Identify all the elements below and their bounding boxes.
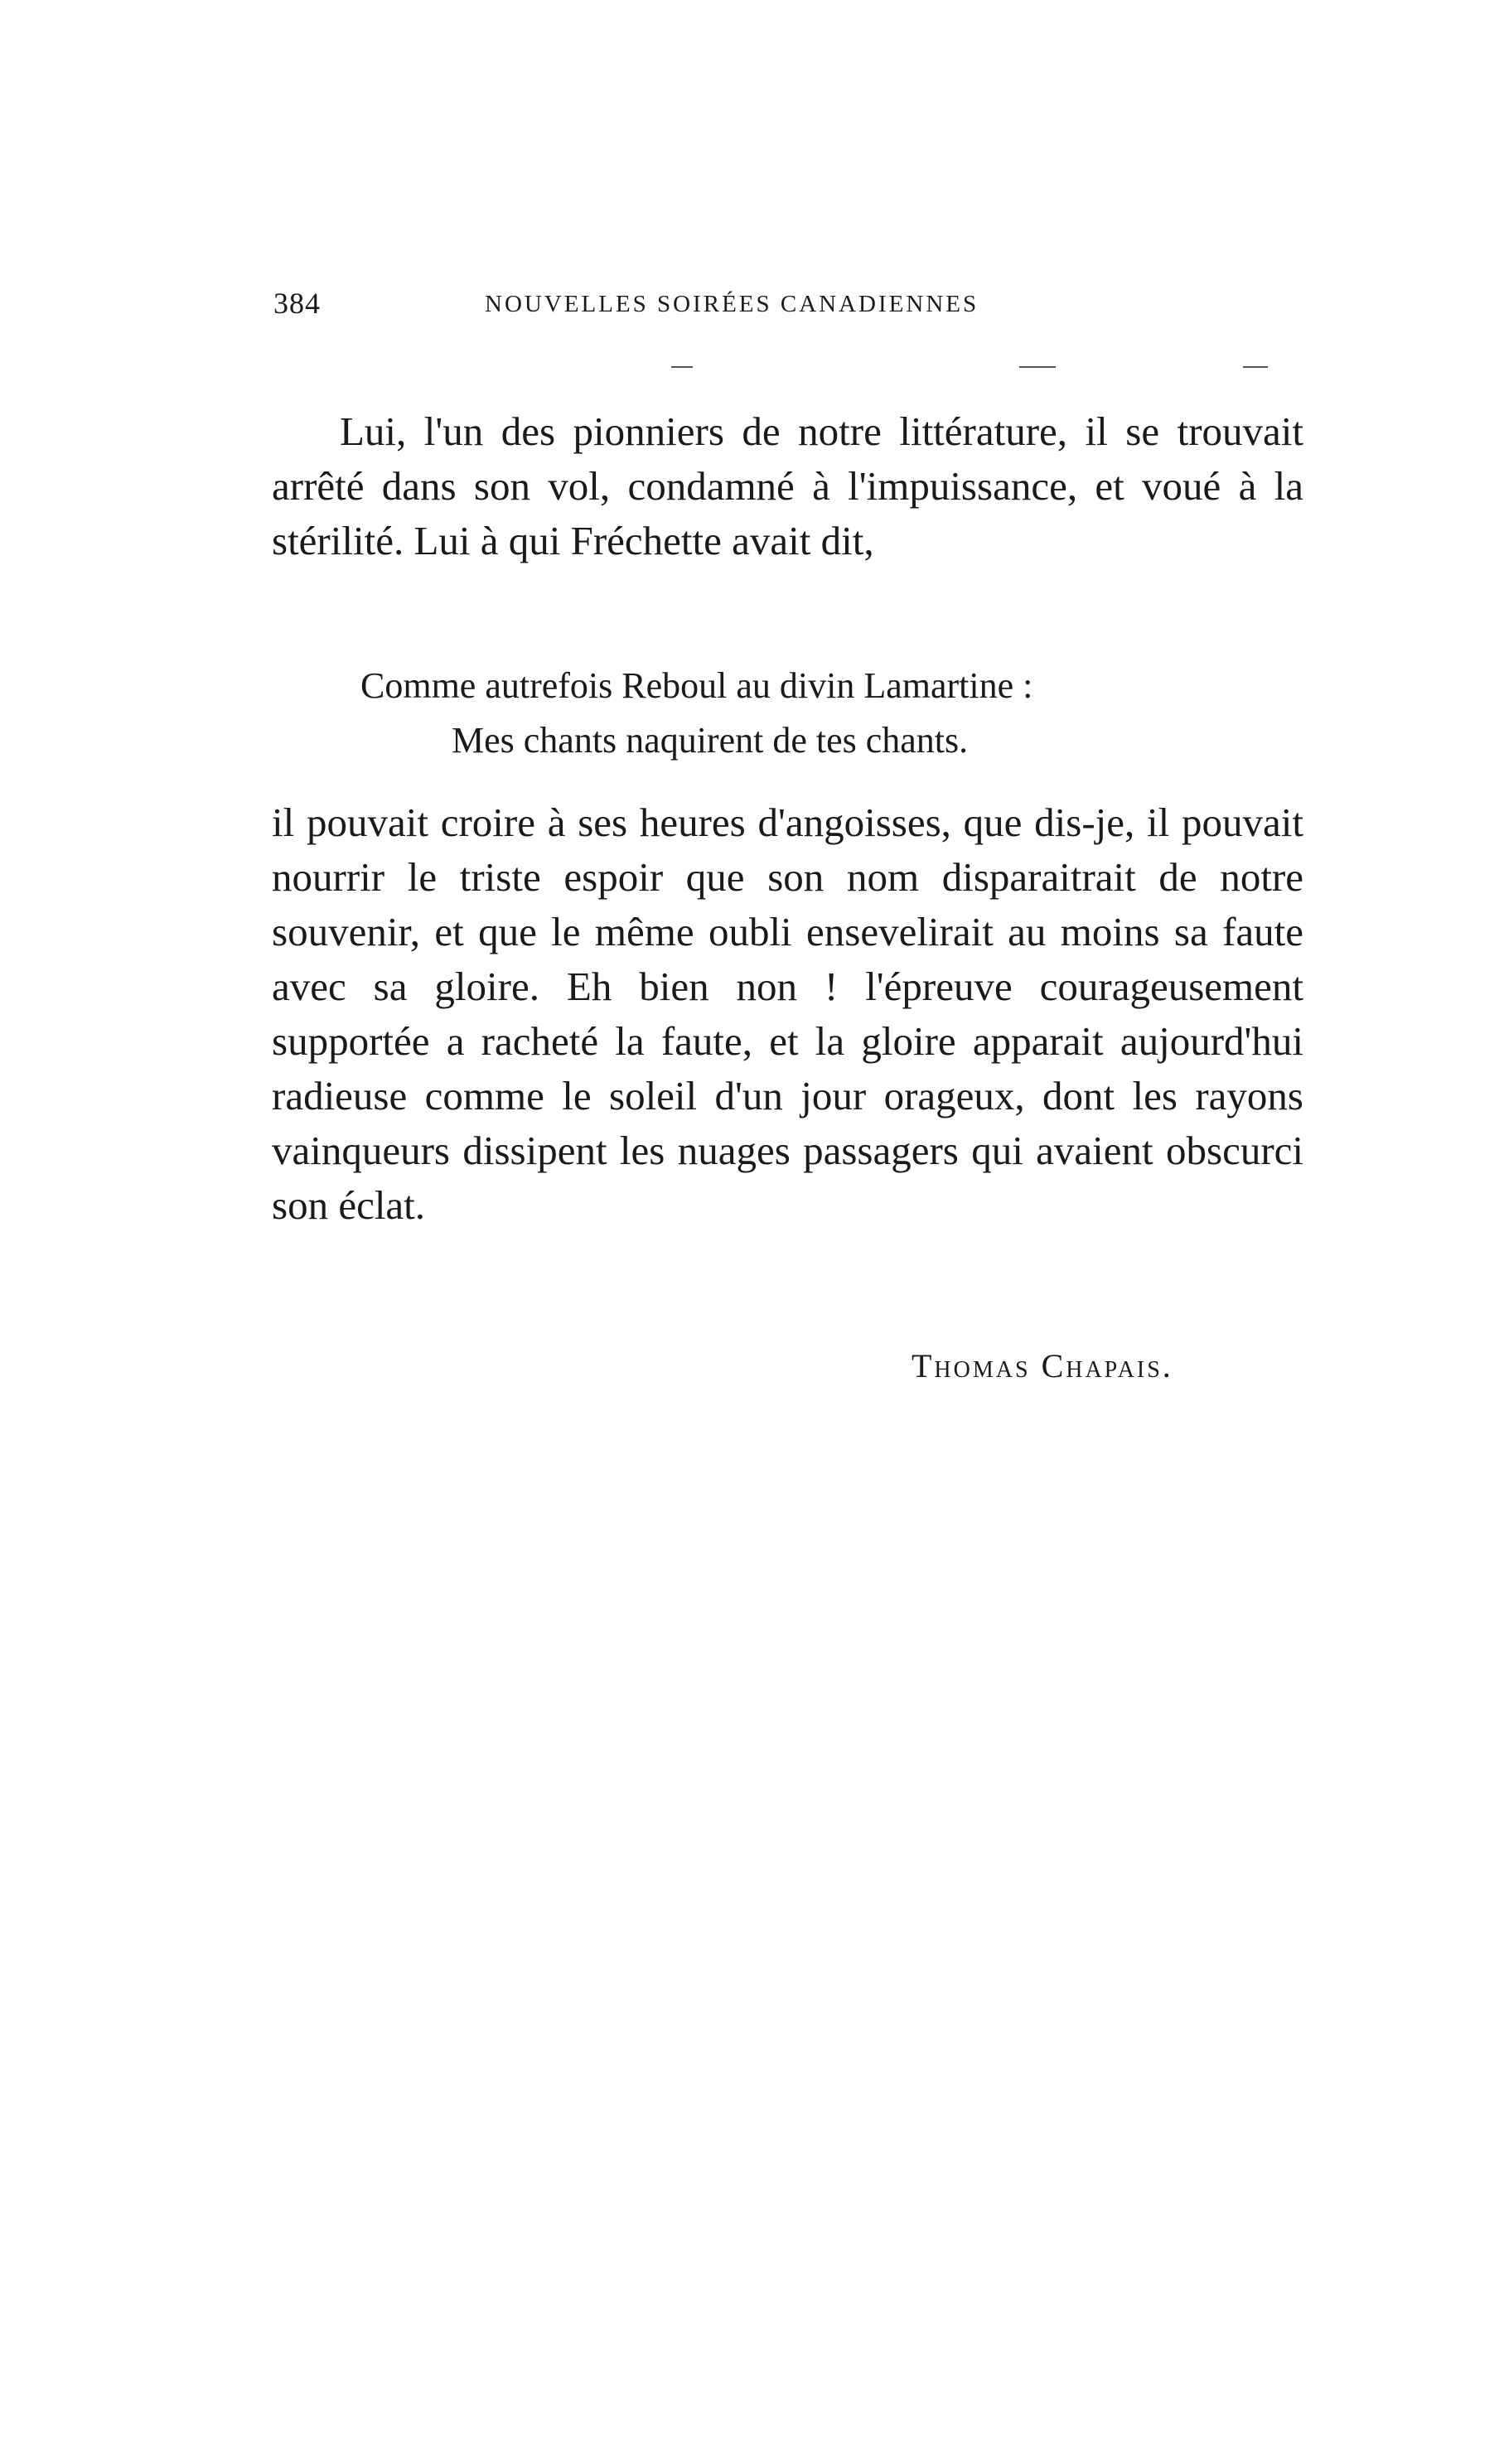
verse-line-1: Comme autrefois Reboul au divin Lamartine :	[360, 665, 1033, 706]
paragraph-1: Lui, l'un des pionniers de notre littérature, il se trouvait arrêté dans son vol, condamné à l'impuissance, et voué à la stérilité. Lui à qui Fréchette avait dit,	[272, 408, 1303, 563]
author-signature: Thomas Chapais.	[912, 1347, 1173, 1384]
paragraph-2: il pouvait croire à ses heures d'angoisses, que dis-je, il pouvait nourrir le triste espoir que son nom disparaitrait de notre souvenir, et que le même oubli ensevelirait au moins sa faute avec sa gloire. Eh bien non ! l'épreuve courageusement supportée a racheté la faute, et la gloire apparait aujourd'hui radieuse comme le soleil d'un jour orageux, dont les rayons vainqueurs dissipent les nuages passagers qui avaient obscurci son éclat.	[272, 800, 1303, 1228]
rule-dash	[1019, 366, 1056, 368]
rule-dash	[1243, 366, 1268, 368]
header-rule	[671, 366, 1276, 370]
rule-dash	[671, 366, 693, 368]
page-header	[273, 286, 1110, 327]
page-number: 384	[273, 287, 321, 320]
running-head: NOUVELLES SOIRÉES CANADIENNES	[485, 291, 979, 317]
verse-line-2: Mes chants naquirent de tes chants.	[452, 720, 969, 761]
